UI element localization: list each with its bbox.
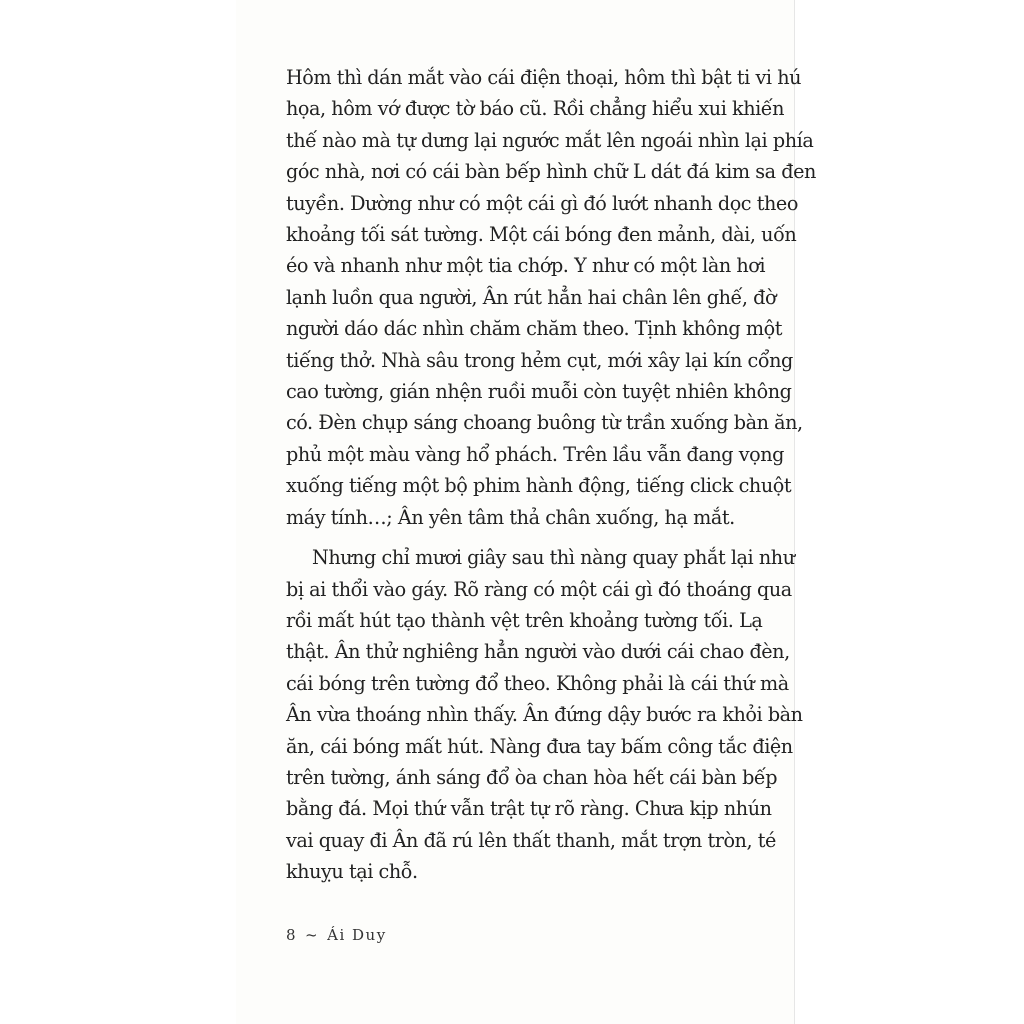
page-number: 8	[286, 926, 298, 944]
text-line: lạnh luồn qua người, Ân rút hẳn hai chân lên ghế, đờ	[286, 285, 777, 309]
text-line: tuyền. Dường như có một cái gì đó lướt nhanh dọc theo	[286, 191, 798, 215]
text-line: thế nào mà tự dưng lại ngước mắt lên ngoái nhìn lại phía	[286, 128, 814, 152]
text-line: Hôm thì dán mắt vào cái điện thoại, hôm thì bật ti vi hú	[286, 66, 802, 89]
footer-separator: ~	[305, 926, 320, 944]
text-line: Nhưng chỉ mươi giây sau thì nàng quay phắt lại như	[312, 546, 795, 570]
text-line: cái bóng trên tường đổ theo. Không phải là cái thứ mà	[286, 671, 789, 695]
text-line: rồi mất hút tạo thành vệt trên khoảng tường tối. Lạ	[286, 608, 763, 632]
text-line: máy tính…; Ân yên tâm thả chân xuống, hạ mắt.	[286, 505, 735, 529]
body-text	[286, 62, 816, 888]
text-line: trên tường, ánh sáng đổ òa chan hòa hết cái bàn bếp	[286, 765, 778, 789]
text-line: góc nhà, nơi có cái bàn bếp hình chữ L dát đá kim sa đen	[286, 160, 816, 184]
page-footer	[286, 926, 387, 944]
paragraph-1	[286, 62, 816, 533]
text-line: Ân vừa thoáng nhìn thấy. Ân đứng dậy bước ra khỏi bàn	[286, 703, 803, 727]
text-line: xuống tiếng một bộ phim hành động, tiếng click chuột	[286, 474, 792, 498]
text-line: họa, hôm vớ được tờ báo cũ. Rồi chẳng hiểu xui khiến	[286, 97, 785, 121]
text-line: tiếng thở. Nhà sâu trong hẻm cụt, mới xây lại kín cổng	[286, 348, 793, 372]
text-line: có. Đèn chụp sáng choang buông từ trần xuống bàn ăn,	[286, 411, 803, 435]
text-line: bị ai thổi vào gáy. Rõ ràng có một cái gì đó thoáng qua	[286, 577, 792, 601]
text-line: phủ một màu vàng hổ phách. Trên lầu vẫn đang vọng	[286, 442, 784, 466]
text-line: khoảng tối sát tường. Một cái bóng đen mảnh, dài, uốn	[286, 223, 797, 247]
paragraph-spacing	[286, 533, 796, 542]
text-line: khuỵu tại chỗ.	[286, 860, 418, 884]
text-line: cao tường, gián nhện ruồi muỗi còn tuyệt nhiên không	[286, 380, 792, 404]
text-line: bằng đá. Mọi thứ vẫn trật tự rõ ràng. Chưa kịp nhún	[286, 797, 772, 821]
text-line: vai quay đi Ân đã rú lên thất thanh, mắt trợn tròn, té	[286, 828, 776, 852]
author-name: Ái Duy	[327, 926, 387, 944]
text-line: éo và nhanh như một tia chớp. Y như có một làn hơi	[286, 254, 766, 278]
text-line: ăn, cái bóng mất hút. Nàng đưa tay bấm công tắc điện	[286, 734, 793, 758]
paragraph-2	[286, 542, 803, 887]
text-line: người dáo dác nhìn chăm chăm theo. Tịnh không một	[286, 317, 782, 341]
text-line: thật. Ân thử nghiêng hẳn người vào dưới cái chao đèn,	[286, 640, 790, 664]
